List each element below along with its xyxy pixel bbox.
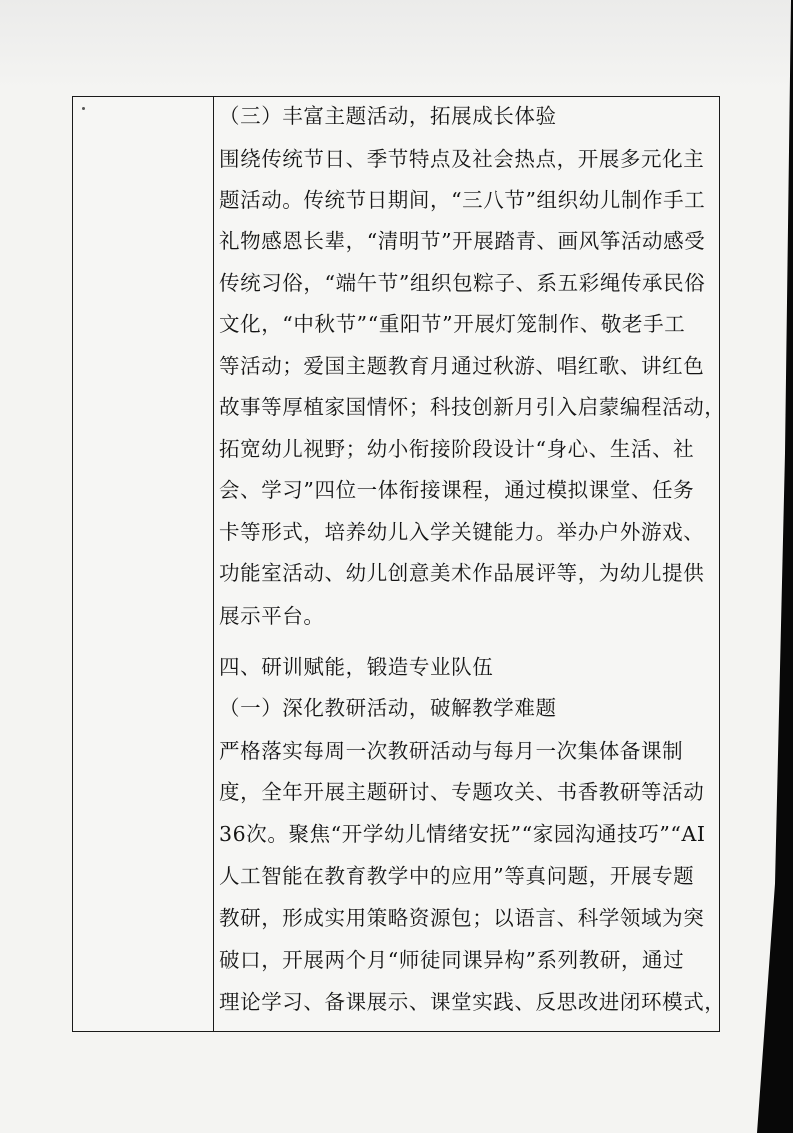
text-line-7: 等活动；爱国主题教育月通过秋游、唱红歌、讲红色: [219, 354, 705, 378]
column-divider: [213, 97, 214, 1031]
text-line-12: 功能室活动、幼儿创意美术作品展评等，为幼儿提供: [219, 561, 705, 585]
text-line-20: 教研，形成实用策略资源包；以语言、科学领域为突: [219, 906, 705, 930]
text-line-2: 围绕传统节日、季节特点及社会热点，开展多元化主: [219, 147, 705, 171]
text-line-3: 题活动。传统节日期间，“三八节”组织幼儿制作手工: [219, 188, 706, 212]
left-column-mark: [82, 107, 85, 110]
text-line-9: 拓宽幼儿视野；幼小衔接阶段设计“身心、生活、社: [219, 437, 695, 461]
text-line-19: 人工智能在教育教学中的应用”等真问题，开展专题: [219, 864, 695, 888]
scan-edge-shadow: [753, 0, 793, 1133]
text-line-1: （三）丰富主题活动，拓展成长体验: [219, 104, 557, 128]
text-line-17: 度，全年开展主题研讨、专题攻关、书香教研等活动: [219, 780, 705, 804]
text-line-5: 传统习俗，“端午节”组织包粽子、系五彩绳传承民俗: [219, 271, 706, 295]
text-line-18: 36次。聚焦“开学幼儿情绪安抚”“家园沟通技巧”“AI: [219, 822, 706, 846]
text-line-22: 理论学习、备课展示、课堂实践、反思改进闭环模式，: [219, 990, 726, 1014]
text-line-21: 破口，开展两个月“师徒同课异构”系列教研，通过: [219, 948, 685, 972]
text-line-15: （一）深化教研活动，破解教学难题: [219, 696, 557, 720]
text-line-4: 礼物感恩长辈，“清明节”开展踏青、画风筝活动感受: [219, 229, 706, 253]
text-line-13: 展示平台。: [219, 604, 325, 628]
text-line-10: 会、学习”四位一体衔接课程，通过模拟课堂、任务: [219, 478, 695, 502]
scan-top-shading: [0, 0, 793, 90]
document-table: [72, 96, 726, 1032]
text-line-6: 文化，“中秋节”“重阳节”开展灯笼制作、敬老手工: [219, 312, 686, 336]
text-line-14: 四、研训赋能，锻造专业队伍: [219, 655, 494, 679]
text-line-8: 故事等厚植家国情怀；科技创新月引入启蒙编程活动，: [219, 395, 726, 419]
text-line-16: 严格落实每周一次教研活动与每月一次集体备课制: [219, 739, 684, 763]
text-line-11: 卡等形式，培养幼儿入学关键能力。举办户外游戏、: [219, 520, 705, 544]
